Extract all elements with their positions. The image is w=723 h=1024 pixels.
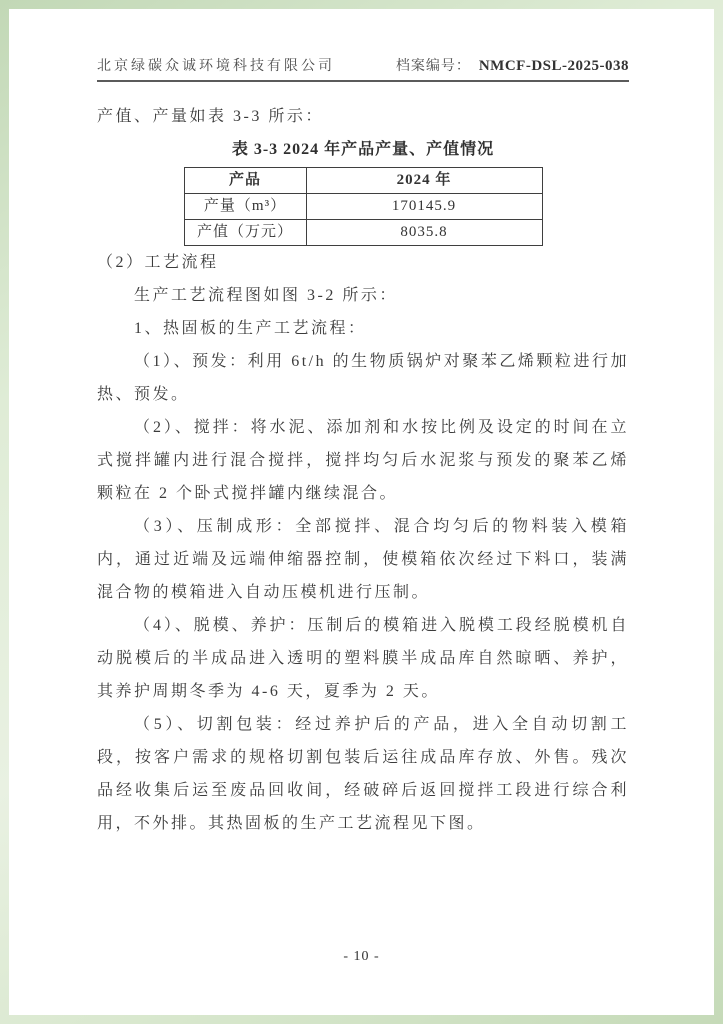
archive-number: [396, 55, 629, 75]
page-number: - 10 -: [343, 949, 380, 964]
table-header-row: [184, 168, 542, 194]
paragraph-step3-pressing: （3）、压制成形：全部搅拌、混合均匀后的物料装入模箱内，通过近端及远端伸缩器控制，使模箱依次经过下料口，装满混合物的模箱进入自动压模机进行压制。: [97, 518, 629, 601]
archive-label: 档案编号：: [395, 59, 471, 74]
production-table: [184, 167, 543, 246]
document-body: [97, 100, 629, 840]
table-header-year: 2024 年: [306, 168, 542, 194]
table-caption: 表 3-3 2024 年产品产量、产值情况: [231, 141, 495, 158]
paragraph-step1-prefoam: （1）、预发：利用 6t/h 的生物质锅炉对聚苯乙烯颗粒进行加热、预发。: [97, 353, 629, 403]
table-row: [184, 220, 542, 246]
paragraph-flow-diagram-ref: 生产工艺流程图如图 3-2 所示：: [134, 287, 398, 304]
table-cell-label: 产值（万元）: [184, 220, 306, 246]
intro-text: 产值、产量如表 3-3 所示：: [97, 108, 324, 125]
table-cell-value: 8035.8: [306, 220, 542, 246]
table-row: [184, 194, 542, 220]
document-page: [9, 9, 714, 1015]
section-heading-process-flow: （2）工艺流程: [97, 254, 219, 271]
paragraph-step5-cutting-packing: （5）、切割包装：经过养护后的产品，进入全自动切割工段，按客户需求的规格切割包装后运往成品库存放、外售。残次品经收集后运至废品回收间，经破碎后返回搅拌工段进行综合利用，不外排。其热固板的生产工艺流程见下图。: [97, 716, 629, 832]
paragraph-step4-demold-curing: （4）、脱模、养护：压制后的模箱进入脱模工段经脱模机自动脱模后的半成品进入透明的塑料膜半成品库自然晾晒、养护，其养护周期冬季为 4-6 天，夏季为 2 天。: [97, 617, 629, 700]
page-header: [97, 9, 629, 82]
paragraph-step2-mixing: （2）、搅拌：将水泥、添加剂和水按比例及设定的时间在立式搅拌罐内进行混合搅拌，搅拌均匀后水泥浆与预发的聚苯乙烯颗粒在 2 个卧式搅拌罐内继续混合。: [97, 419, 629, 502]
table-cell-value: 170145.9: [306, 194, 542, 220]
table-header-product: 产品: [184, 168, 306, 194]
table-cell-label: 产量（m³）: [184, 194, 306, 220]
company-name: 北京绿碳众诚环境科技有限公司: [97, 59, 335, 74]
archive-code: NMCF-DSL-2025-038: [478, 58, 629, 74]
paragraph-board-process-title: 1、热固板的生产工艺流程：: [134, 320, 367, 337]
